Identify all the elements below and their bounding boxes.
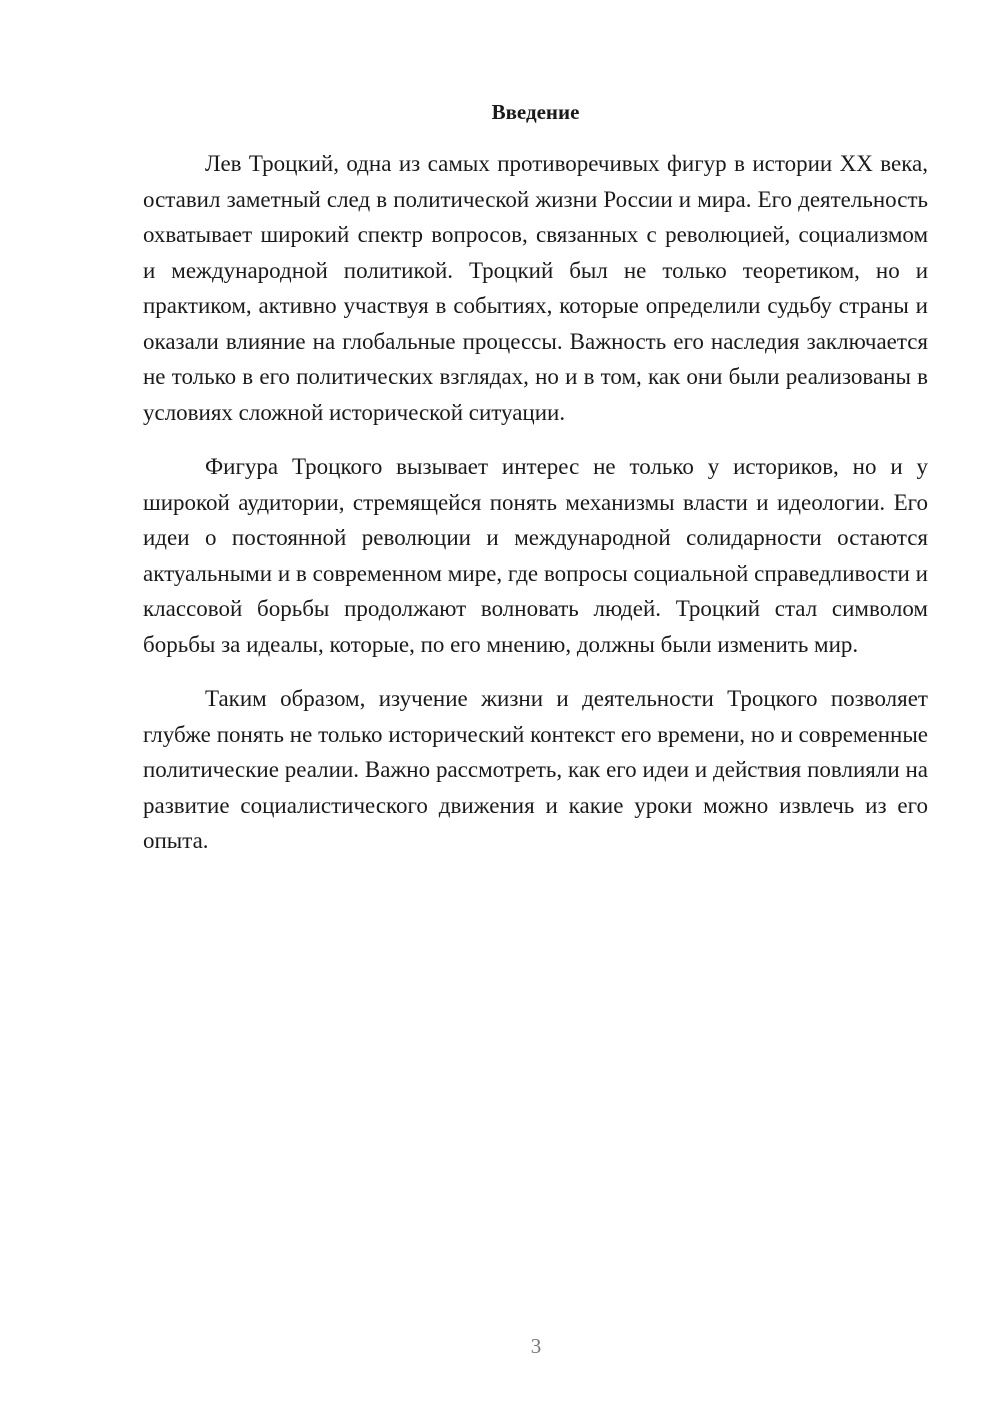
paragraph-3: Таким образом, изучение жизни и деятельности Троцкого позволяет глубже понять не только исторический контекст его времени, но и современные политические реалии. Важно рассмотреть, как его идеи и действия повлияли на развитие социалистического движения и какие уроки можно извлечь из его опыта. bbox=[143, 686, 928, 853]
section-heading: Введение bbox=[491, 100, 580, 124]
body-text bbox=[143, 146, 928, 878]
paragraph-2: Фигура Троцкого вызывает интерес не только у историков, но и у широкой аудитории, стремящейся понять механизмы власти и идеологии. Его идеи о постоянной революции и международной солидарности остаются актуальными и в современном мире, где вопросы социальной справедливости и классовой борьбы продолжают волновать людей. Троцкий стал символом борьбы за идеалы, которые, по его мнению, должны были изменить мир. bbox=[143, 454, 928, 657]
paragraph-1: Лев Троцкий, одна из самых противоречивых фигур в истории XX века, оставил заметный след в политической жизни России и мира. Его деятельность охватывает широкий спектр вопросов, связанных с революцией, социализмом и международной политикой. Троцкий был не только теоретиком, но и практиком, активно участвуя в событиях, которые определили судьбу страны и оказали влияние на глобальные процессы. Важность его наследия заключается не только в его политических взглядах, но и в том, как они были реализованы в условиях сложной исторической ситуации. bbox=[143, 151, 928, 425]
page-number: 3 bbox=[530, 1334, 542, 1358]
